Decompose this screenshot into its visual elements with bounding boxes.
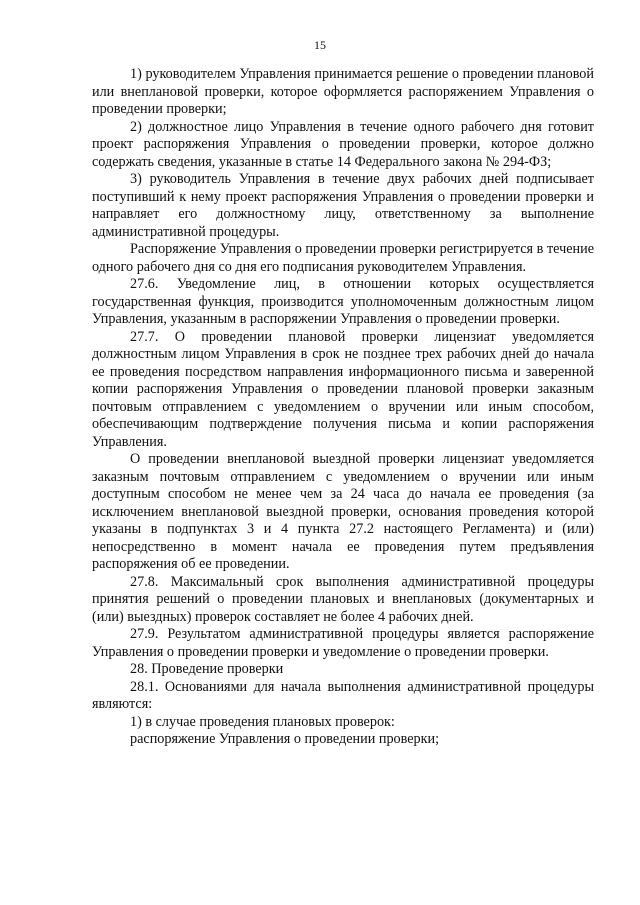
paragraph-step-1: 1) руководителем Управления принимается решение о проведении плановой или внеплановой проверки, которое оформляется распоряжением Управления о проведении проверки; [92,66,594,117]
paragraph-28-1: 28.1. Основаниями для начала выполнения административной процедуры являются: [92,678,594,712]
paragraph-registration: Распоряжение Управления о проведении проверки регистрируется в течение одного рабочего дня со дня его подписания руководителем Управления. [92,241,594,275]
paragraph-step-2: 2) должностное лицо Управления в течение одного рабочего дня готовит проект распоряжения Управления о проведении проверки, которое должно содержать сведения, указанные в статье 14 Федерального закона № 294-ФЗ; [92,118,594,170]
section-heading-28: 28. Проведение проверки [130,661,284,677]
paragraph-27-9: 27.9. Результатом административной процедуры является распоряжение Управления о проведении проверки и уведомление о проведении проверки. [92,626,594,660]
paragraph-step-3: 3) руководитель Управления в течение двух рабочих дней подписывает поступивший к нему проект распоряжения Управления о проведении проверки и направляет его должностному лицу, ответственному за выполнение административной процедуры. [92,171,594,240]
paragraph-order: распоряжение Управления о проведении проверки; [130,731,440,747]
paragraph-27-7: 27.7. О проведении плановой проверки лицензиат уведомляется должностным лицом Управления в срок не позднее трех рабочих дней до начала ее проведения посредством направления информационного письма и заверенной копии распоряжения Управления о проведении плановой проверки заказным почтовым отправлением с уведомлением о вручении или иным способом, обеспечивающим подтверждение получения письма и копии распоряжения Управления. [92,328,594,450]
paragraph-27-6: 27.6. Уведомление лиц, в отношении которых осуществляется государственная функция, производится уполномоченным должностным лицом Управления, указанным в распоряжении Управления о проведении проверки. [92,276,594,327]
paragraph-planned-case: 1) в случае проведения плановых проверок: [130,713,395,730]
paragraph-27-8: 27.8. Максимальный срок выполнения административной процедуры принятия решений о проведении плановых и внеплановых (документарных и (или) выездных) проверок составляет не более 4 рабочих дней. [92,573,594,625]
paragraph-unscheduled-notice: О проведении внеплановой выездной проверки лицензиат уведомляется заказным почтовым отправлением с уведомлением о вручении или иным доступным способом не менее чем за 24 часа до начала ее проведения (за исключением внеплановой выездной проверки, основания проведения которой указаны в подпунктах 3 и 4 пункта 27.2 настоящего Регламента) и (или) непосредственно в момент начала ее проведения путем предъявления распоряжения об ее проведении. [92,451,594,572]
page-number: 15 [314,38,326,52]
document-body [92,66,594,749]
